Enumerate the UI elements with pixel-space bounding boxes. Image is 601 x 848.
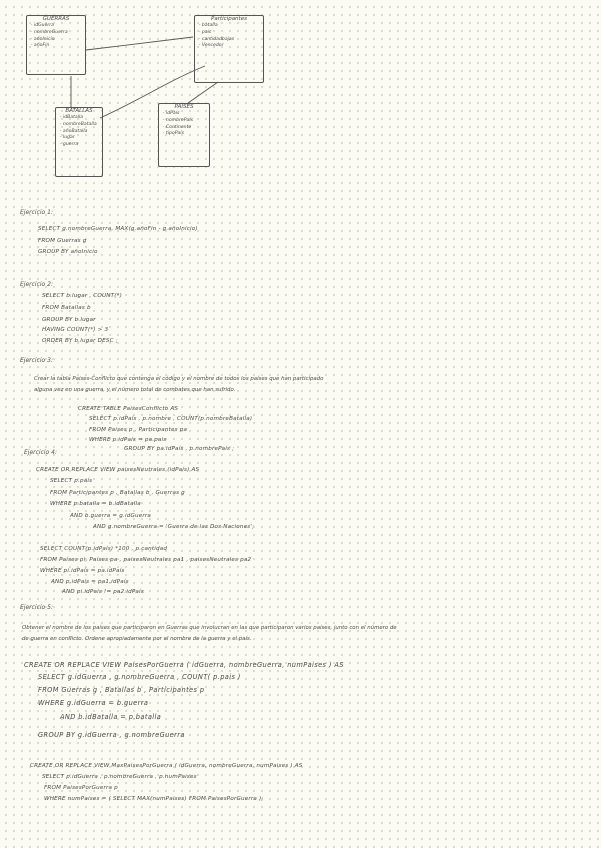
- exercise-3-line: SELECT p.idPaís , p.nombre , COUNT(p.nombreBatalla): [89, 416, 253, 422]
- exercise-4-line: WHERE pi.idPaís = pa.idPaís: [40, 568, 125, 574]
- paises-field: · Continente: [163, 124, 192, 130]
- exercise-5-line: FROM PaisesPorGuerra p: [44, 785, 118, 791]
- exercise-2-line: ORDER BY b.lugar DESC ;: [42, 338, 118, 344]
- participantes-field: · país: [199, 29, 212, 35]
- exercise-3-line: FROM Paises p , Participantes pa: [89, 427, 188, 433]
- paises-field: · tipoPaís: [163, 131, 184, 137]
- exercise-4-line: CREATE OR REPLACE VIEW paisesNeutrales (idPaís) AS: [36, 467, 200, 473]
- batallas-field: · añoBatalla: [60, 128, 88, 134]
- exercise-5-line: WHERE g.idGuerra = b.guerra: [38, 699, 149, 707]
- exercise-4-line: SELECT p.país: [50, 478, 93, 484]
- participantes-paises-line: [188, 82, 218, 103]
- exercise-5-line: CREATE OR REPLACE VIEW MaxPaisesPorGuerra ( idGuerra, nombreGuerra, numPaises ) AS: [30, 763, 303, 769]
- exercise-4-line: AND p.idPaís = pa1.idPaís: [51, 579, 129, 585]
- paises-field: · nombrePaís: [163, 117, 194, 123]
- participantes-field: · batalla: [199, 23, 218, 28]
- guerras-field: · nombreGuerra: [31, 29, 68, 35]
- exercise-3-statement: alguna vez en una guerra, y el número total de combates que han sufrido.: [34, 387, 236, 393]
- exercise-5-heading: Ejercicio 5:: [20, 604, 53, 611]
- exercise-5-line: GROUP BY g.idGuerra , g.nombreGuerra: [38, 731, 185, 739]
- participantes-entity: [194, 15, 264, 83]
- paises-entity: [158, 103, 210, 167]
- guerras-participantes-line: [86, 37, 193, 50]
- guerras-entity: [26, 15, 86, 75]
- exercise-5-line: FROM Guerras g , Batallas b , Participantes p: [38, 686, 205, 694]
- exercise-5-line: CREATE OR REPLACE VIEW PaisesPorGuerra ( idGuerra, nombreGuerra, numPaises ) AS: [24, 661, 344, 669]
- exercise-4-heading: Ejercicio 4:: [24, 449, 57, 456]
- guerras-field: · añoFin: [31, 43, 50, 49]
- exercise-4-line: AND b.guerra = g.idGuerra: [70, 513, 152, 519]
- guerras-field: · añoInicio: [31, 36, 55, 42]
- paises-field: · idPaís: [163, 111, 180, 116]
- exercise-5-line: AND b.idBatalla = p.batalla: [60, 713, 162, 721]
- exercise-2-line: HAVING COUNT(*) > 3: [42, 327, 109, 333]
- exercise-2-line: FROM Batallas b: [42, 305, 91, 311]
- exercise-1-line: SELECT g.nombreGuerra, MAX(g.añoFin - g.añoInicio): [38, 226, 198, 232]
- exercise-2-heading: Ejercicio 2:: [20, 281, 53, 288]
- participantes-title: Participantes: [211, 16, 247, 22]
- exercise-4-line: SELECT COUNT(p.idPaís) *100 , p.cantidad: [40, 546, 168, 552]
- exercise-3-line: WHERE p.idPaís = pa.pais: [89, 437, 167, 443]
- exercise-4-line: AND pi.idPaís != pa2.idPaís: [62, 589, 144, 595]
- exercise-5-statement: Obtener el nombre de los países que participaron en Guerras que involucran en las que participaron varios países, junto con el número de: [22, 625, 397, 631]
- exercise-1-line: FROM Guerras g: [38, 238, 87, 244]
- exercise-2-line: SELECT b.lugar , COUNT(*): [42, 293, 123, 299]
- exercise-4-line: FROM Países pi, Países pa , paisesNeutrales pa1 , paisesNeutrales pa2: [40, 557, 252, 563]
- exercise-4-line: FROM Participantes p , Batallas b , Guerras g: [50, 490, 185, 496]
- batallas-field: · guerra: [60, 142, 79, 148]
- exercise-4-line: WHERE p.batalla = b.idBatalla: [50, 501, 141, 507]
- exercise-3-line: CREATE TABLE PaisesConflicto AS: [78, 406, 179, 412]
- participantes-field: · Vencedor: [199, 43, 224, 49]
- participantes-field: · cantidadbajas: [199, 36, 235, 42]
- exercise-5-line: WHERE numPaises = ( SELECT MAX(numPaises) FROM PaisesPorGuerra );: [44, 796, 264, 802]
- guerras-title: GUERRAS: [42, 16, 70, 22]
- exercise-5-line: SELECT p.idGuerra , p.nombreGuerra , p.numPaises: [42, 774, 197, 780]
- batallas-field: · idBatalla: [60, 115, 84, 120]
- exercise-1-heading: Ejercicio 1:: [20, 209, 53, 216]
- exercise-5-line: SELECT g.idGuerra , g.nombreGuerra , COUNT( p.pais ): [38, 673, 241, 681]
- batallas-title: BATALLAS: [65, 108, 93, 114]
- batallas-field: · lugar: [60, 135, 75, 141]
- paises-title: PAÍSES: [174, 104, 194, 110]
- exercise-3-line: GROUP BY pa.idPaís , p.nombrePaís ;: [124, 446, 235, 452]
- exercise-1-line: GROUP BY añoInicio: [38, 249, 98, 255]
- exercise-5-statement: de guerra en conflicto. Ordene apropiadamente por el nombre de la guerra y el país.: [22, 636, 252, 642]
- batallas-entity: [55, 107, 103, 177]
- exercise-3-statement: Crear la tabla Paises-Conflicto que contenga el código y el nombre de todos los países que han participado: [34, 376, 324, 382]
- batallas-field: · nombreBatalla: [60, 121, 97, 127]
- exercise-2-line: GROUP BY b.lugar: [42, 317, 96, 323]
- guerras-field: · idGuerra: [31, 23, 55, 28]
- exercise-4-line: AND g.nombreGuerra = 'Guerra de las Dos Naciones';: [93, 524, 255, 530]
- exercise-3-heading: Ejercicio 3:: [20, 357, 53, 364]
